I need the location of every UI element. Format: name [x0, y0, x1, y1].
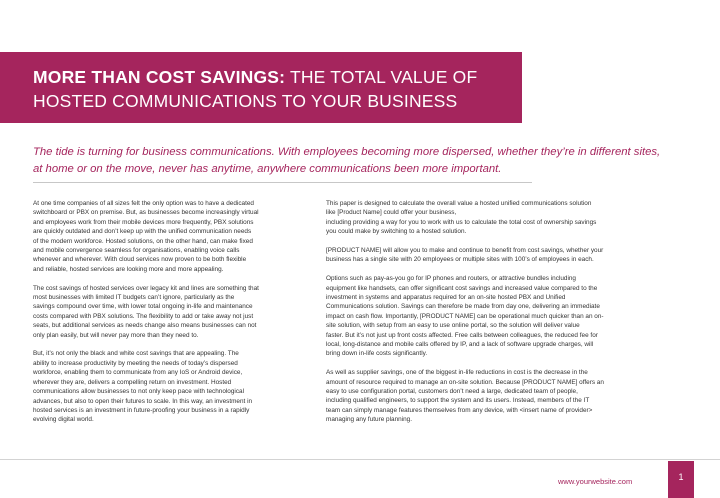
body-line: [PRODUCT NAME] will allow you to make and continue to benefit from cost savings, whether your: [326, 247, 604, 255]
body-line: team can simply manage features themselves from any device, with <insert name of provider>: [326, 406, 593, 414]
body-line: As well as supplier savings, one of the biggest in-life reductions in cost is the decrease in the: [326, 369, 588, 377]
body-line: only plan easily, but will never pay more than they need to.: [33, 331, 199, 339]
body-line: are quickly outdated and don’t keep up with the unified communication needs: [33, 228, 252, 236]
body-line: and employees work from their mobile devices more frequently, PBX solutions: [33, 218, 254, 226]
body-paragraph: [33, 349, 308, 424]
page-number-badge: [668, 461, 694, 498]
body-line: hosted services is an investment in future-proofing your business in a rapidly: [33, 406, 250, 414]
body-line: of the modern workforce. Hosted solutions, on the other hand, can make fixed: [33, 237, 253, 245]
body-line: managing any future planning.: [326, 416, 412, 424]
body-line: But, it’s not only the black and white cost savings that are appealing. The: [33, 350, 239, 358]
body-line: ability to increase productivity by meeting the needs of today’s dispersed: [33, 359, 238, 367]
footer-website-link[interactable]: www.yourwebsite.com: [558, 477, 633, 486]
body-line: This paper is designed to calculate the overall value a hosted unified communications solution: [326, 200, 592, 207]
body-line: savings compound over time, with lower total ongoing in-life and maintenance: [33, 303, 253, 311]
body-line: advances, but also to open their futures to scale. In this way, an investment in: [33, 397, 253, 405]
intro-line: at home or on the move, never has anytime, anywhere communications been more important.: [33, 163, 502, 175]
body-line: equipment like handsets, can offer significant cost savings and increased value compared to the: [326, 284, 598, 292]
title-band: [0, 52, 522, 123]
body-line: whenever and wherever. With cloud services now proven to be both flexible: [33, 256, 247, 264]
body-line: seats, but additional services as needs change also means businesses can not: [33, 322, 257, 330]
body-line: and reliable, hosted services are looking more and more appealing.: [33, 265, 224, 273]
body-line: you could make by switching to a hosted solution.: [326, 228, 467, 236]
page-title-rest: THE TOTAL VALUE OF: [285, 67, 478, 87]
body-line: switchboard or PBX on premise. But, as businesses become increasingly virtual: [33, 209, 259, 217]
page-title-line-1: [33, 65, 522, 89]
body-line: evolving digital world.: [33, 416, 94, 424]
page-number: 1: [678, 472, 684, 482]
body-line: communications allow businesses to not only keep pace with technological: [33, 388, 245, 396]
left-column: [33, 199, 308, 434]
section-divider: [33, 182, 532, 183]
body-line: most businesses with limited IT budgets can’t ignore, particularly as the: [33, 294, 235, 302]
body-line: At one time companies of all sizes felt the only option was to have a dedicated: [33, 200, 254, 207]
body-line: The cost savings of hosted services over legacy kit and lines are something that: [33, 284, 259, 292]
intro-line: The tide is turning for business communications. With employees becoming more dispersed, whether they’re in different sites,: [33, 146, 661, 158]
body-line: Options such as pay-as-you go for IP phones and routers, or attractive bundles including: [326, 275, 576, 283]
body-line: amount of resource required to manage an on-site solution. Because [PRODUCT NAME] offers an: [326, 378, 604, 386]
page-title-line-2: HOSTED COMMUNICATIONS TO YOUR BUSINESS: [33, 91, 458, 111]
body-line: workforce, enabling them to communicate from any IoS or Android device,: [33, 369, 243, 377]
body-line: business has a single site with 20 employees or multiple sites with 100’s of employees in each.: [326, 256, 594, 264]
page-title-bold: MORE THAN COST SAVINGS:: [33, 67, 286, 87]
body-line: local, long-distance and mobile calls offered by IP, and a lack of software upgrade charges, will: [326, 341, 594, 349]
body-line: costs compared with PBX solutions. The flexibility to add or take away not just: [33, 312, 254, 320]
body-line: investment in systems and apparatus required for an on-site hosted PBX and Unified: [326, 294, 566, 302]
body-line: including qualified engineers, to support the system and its users. Instead, members of the IT: [326, 397, 590, 405]
right-column: [326, 199, 661, 434]
body-line: bring down in-life costs significantly.: [326, 350, 428, 358]
body-line: Communications solution. Savings can therefore be made from day one, delivering an immediate: [326, 303, 600, 311]
intro-statement: [33, 144, 703, 178]
body-line: and mobile convergence seamless for organisations, enabling voice calls: [33, 247, 240, 255]
body-line: including providing a way for you to work with us to calculate the total cost of ownership savings: [326, 218, 597, 226]
body-line: site solution, with setup from an easy to use online portal, so the solution will deliver value: [326, 322, 580, 330]
body-line: impact on cash flow. Importantly, [PRODUCT NAME] can be operational much quicker than an on-: [326, 312, 604, 320]
body-paragraph: [326, 246, 661, 265]
body-paragraph: [33, 199, 308, 274]
body-paragraph: [33, 284, 308, 340]
body-line: faster. But it’s not just up front costs affected. Free calls between colleagues, the reduced fee for: [326, 331, 598, 339]
body-paragraph: [326, 199, 661, 237]
body-paragraph: [326, 274, 661, 359]
body-paragraph: [326, 368, 661, 424]
body-line: like [Product Name] could offer your business,: [326, 209, 457, 217]
body-line: wherever they are, delivers a compelling return on investment. Hosted: [33, 378, 232, 386]
body-line: easy to use configuration portal, customers don’t need a large, dedicated team of people,: [326, 388, 578, 396]
footer-divider: [0, 459, 720, 460]
